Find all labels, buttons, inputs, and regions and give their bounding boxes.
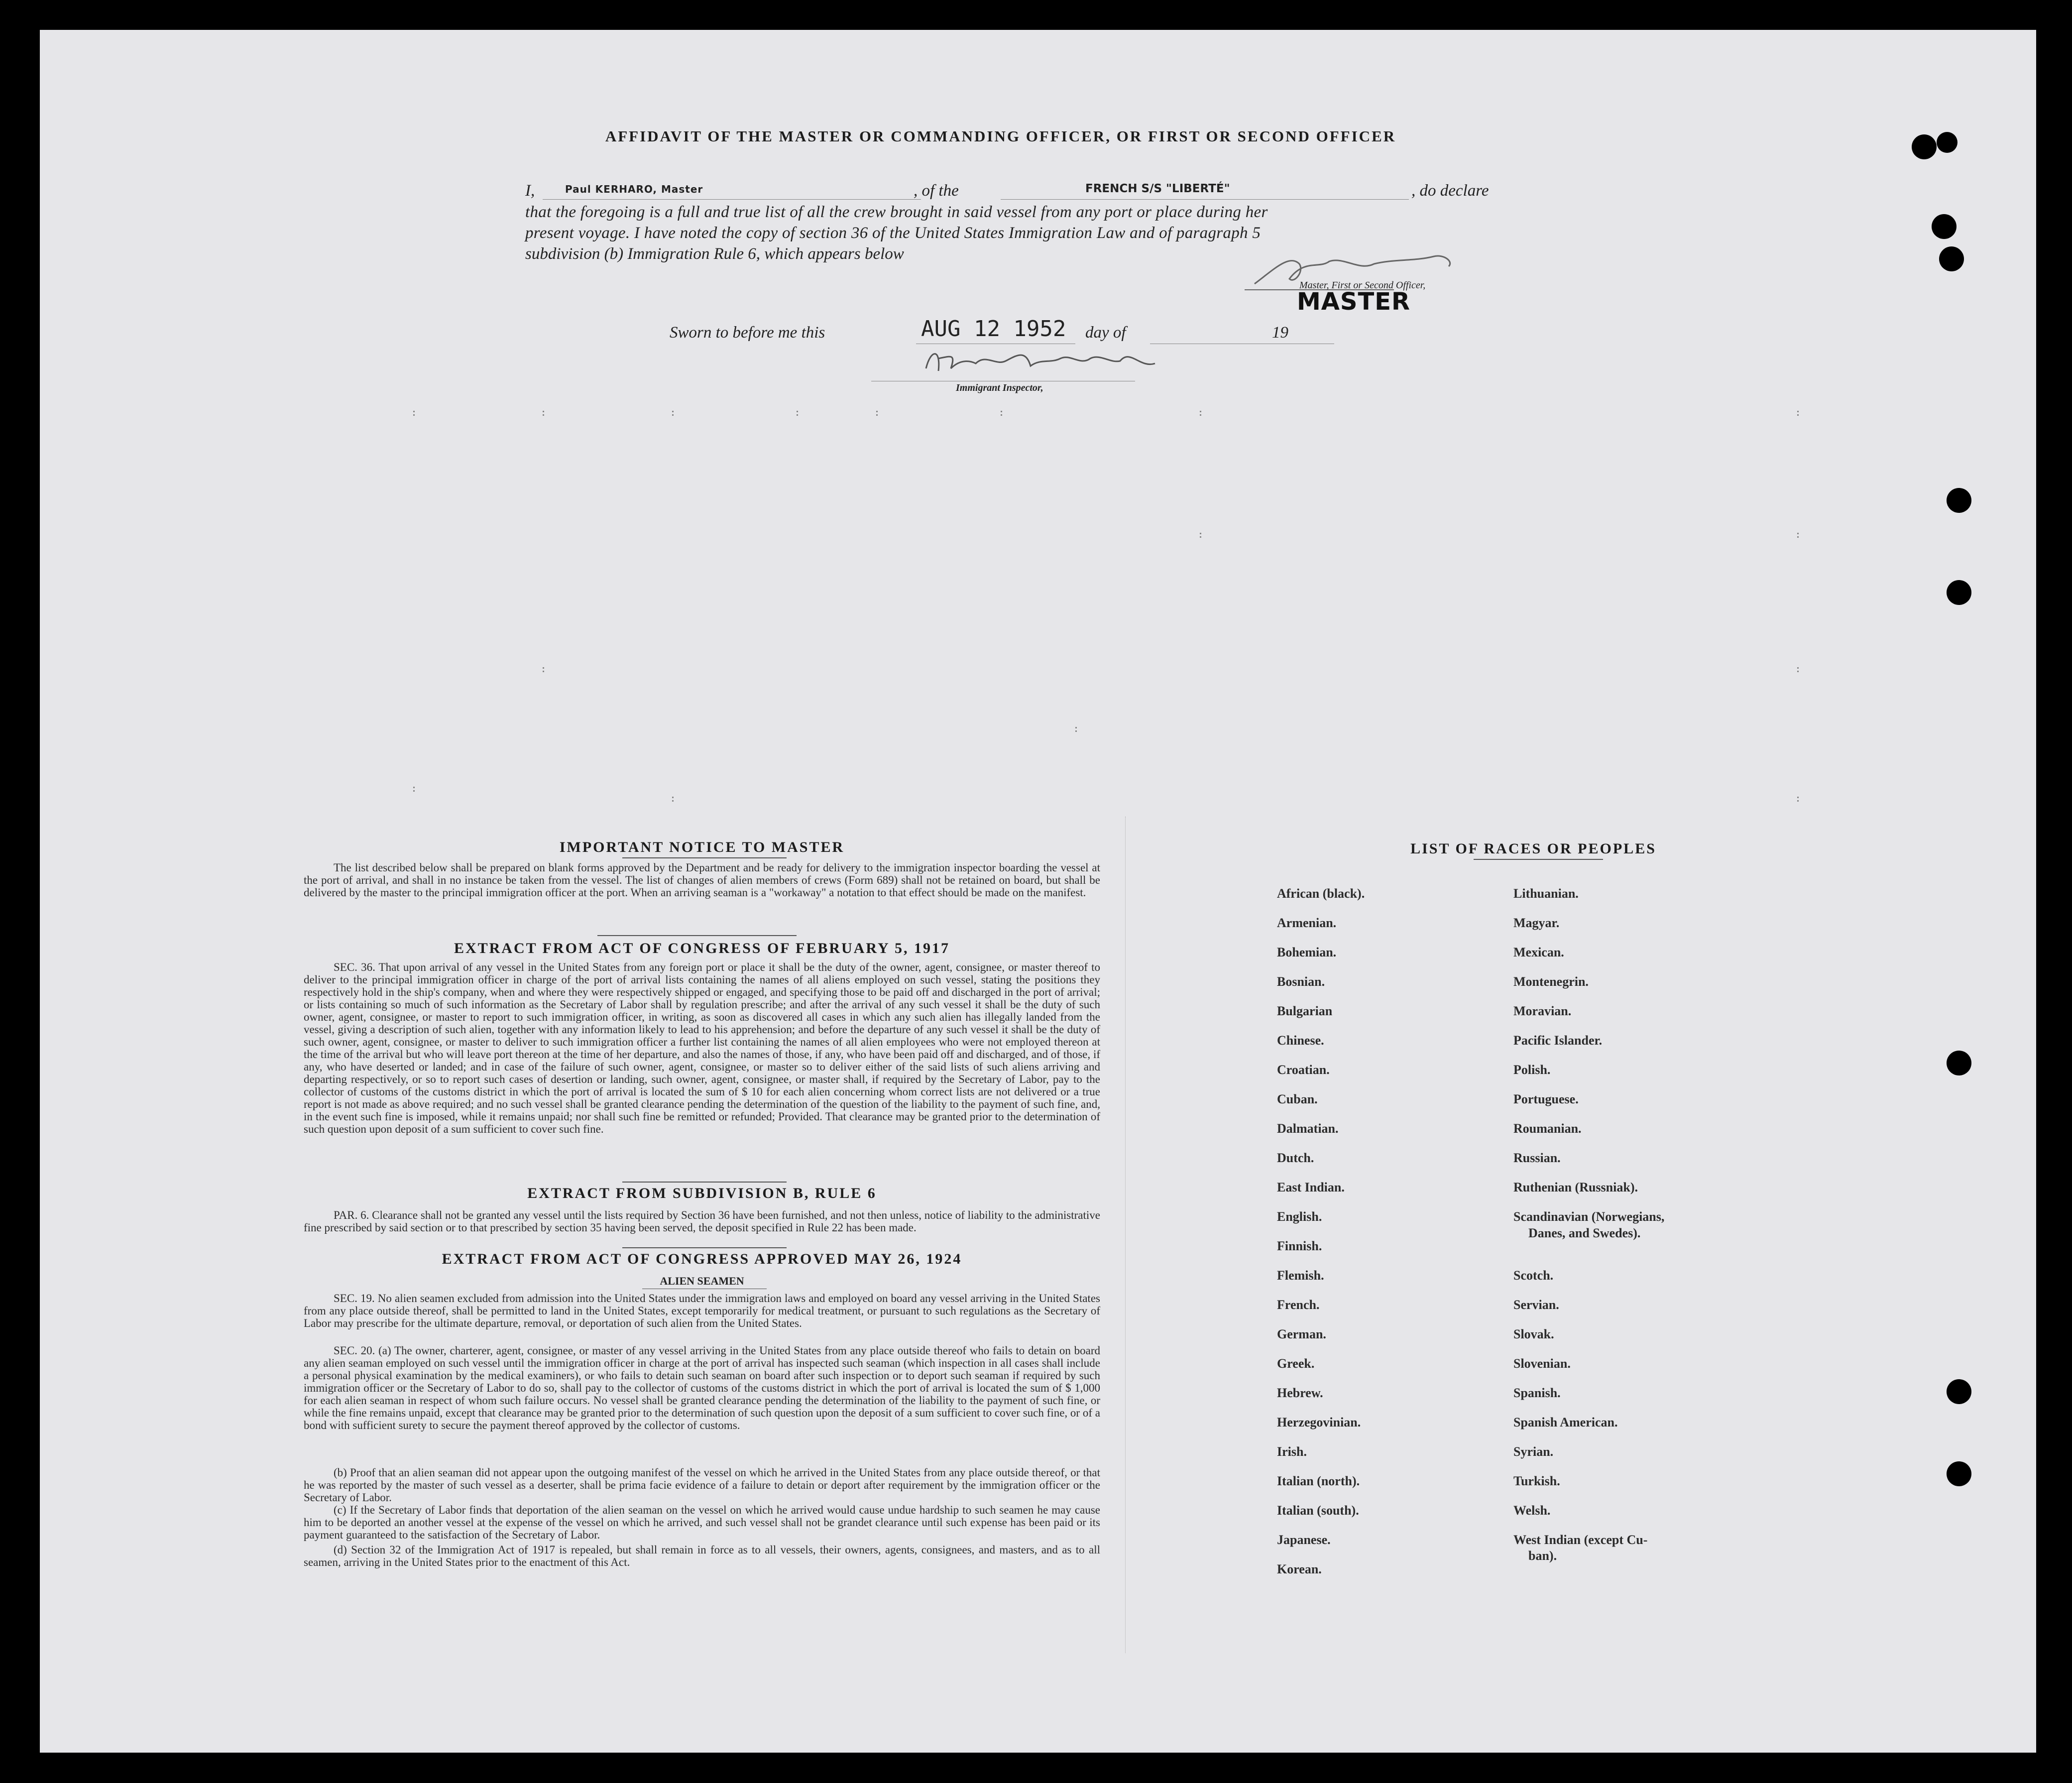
races-title: LIST OF RACES OR PEOPLES — [1410, 840, 1656, 857]
name-underline — [543, 199, 921, 200]
extract-rule6-title: EXTRACT FROM SUBDIVISION B, RULE 6 — [527, 1185, 877, 1201]
year-prefix: 19 — [1272, 324, 1288, 342]
punch-hole — [1912, 134, 1937, 159]
race-item: Slovenian. — [1513, 1356, 1571, 1371]
race-item: Hebrew. — [1277, 1386, 1323, 1400]
punch-hole — [1937, 132, 1957, 153]
punch-hole — [1939, 246, 1964, 271]
race-item: Scandinavian (Norwegians, — [1513, 1209, 1665, 1224]
race-item: Syrian. — [1513, 1444, 1554, 1459]
sworn-date-stamp: AUG 12 1952 — [921, 316, 1066, 342]
race-item: Servian. — [1513, 1298, 1559, 1312]
race-item: English. — [1277, 1209, 1322, 1224]
inspector-signature — [921, 344, 1170, 383]
punch-hole — [1947, 1461, 1971, 1486]
race-item: Magyar. — [1513, 916, 1560, 930]
race-item: Flemish. — [1277, 1268, 1324, 1283]
race-item: Armenian. — [1277, 916, 1337, 930]
race-item: Danes, and Swedes). — [1528, 1226, 1641, 1240]
race-item: Bohemian. — [1277, 945, 1337, 959]
rule-6-rule-top — [622, 1182, 787, 1183]
of-the-text: , of the — [914, 182, 959, 200]
affidavit-line-2: that the foregoing is a full and true list of all the crew brought in said vessel from any port or place during her — [525, 203, 1268, 221]
race-item: Dutch. — [1277, 1151, 1314, 1165]
race-item: Dalmatian. — [1277, 1121, 1339, 1136]
extract-1924-sec19: SEC. 19. No alien seamen excluded from admission into the United States under the immigration laws and employed on board any vessel arriving in the United States from any place outside thereof, shall be permitted to land in the United States, except temporarily for medical treatment, or pursuant to such regulations as the Secretary of Labor may prescribe for the ultimate departure, removal, or deportation of such alien from the United States. — [304, 1292, 1100, 1329]
race-item: Moravian. — [1513, 1004, 1572, 1018]
extract-1924-title: EXTRACT FROM ACT OF CONGRESS APPROVED MAY 26, 1924 — [442, 1251, 962, 1267]
notice-body: The list described below shall be prepared on blank forms approved by the Department and be ready for delivery to the immigration inspector boarding the vessel at the port of arrival, and shall in no instance be taken from the vessel. The list of changes of alien members of crews (Form 689) shall not be retained on board, but shall be delivered by the master to the principal immigration officer at the port. When an arriving seaman is a "workaway" a notation to that effect should be made on the manifest. — [304, 861, 1100, 899]
race-item: Roumanian. — [1513, 1121, 1582, 1136]
vessel-underline — [1001, 199, 1409, 200]
notice-rule — [622, 857, 787, 858]
punch-hole — [1932, 214, 1957, 239]
affidavit-line-4: subdivision (b) Immigration Rule 6, which appears below — [525, 245, 904, 263]
sworn-prefix: Sworn to before me this — [670, 324, 825, 342]
race-item: Cuban. — [1277, 1092, 1318, 1106]
extract-1924-sec20a: SEC. 20. (a) The owner, charterer, agent, consignee, or master of any vessel arriving in the United States from any place outside thereof who fails to detain on board any alien seaman employed on such vessel until the immigration officer in charge at the port of arrival has inspected such seaman (which inspection in all cases shall include a personal physical examination by the medical examiners), or who fails to detain such seaman on board after such inspection or to deport such seaman if required by such immigration officer or the Secretary of Labor to do so, shall pay to the collector of customs of the customs district in which the port of arrival is located the sum of $ 1,000 for each alien seaman in respect of whom such failure occurs. No vessel shall be granted clearance pending the determination of the liability to the payment of such fine, or while the fine remains unpaid, except that clearance may be granted prior to the determination of such question upon the deposit of a sum sufficient to cover such fine, or of a bond with sufficient surety to secure the payment thereof approved by the collector of customs. — [304, 1344, 1100, 1431]
race-item: Slovak. — [1513, 1327, 1554, 1341]
extract-1917-title: EXTRACT FROM ACT OF CONGRESS OF FEBRUARY 5, 1917 — [454, 940, 950, 956]
race-item: ban). — [1528, 1548, 1557, 1563]
races-rule — [1474, 859, 1603, 860]
race-item: Scotch. — [1513, 1268, 1554, 1283]
race-item: Mexican. — [1513, 945, 1564, 959]
extract-1917-rule-top — [597, 935, 797, 936]
race-item: Korean. — [1277, 1562, 1322, 1576]
do-declare-text: , do declare — [1411, 182, 1489, 200]
punch-hole — [1947, 1051, 1971, 1075]
day-of-text: day of — [1085, 324, 1126, 342]
affidavit-title: AFFIDAVIT OF THE MASTER OR COMMANDING OFFICER, OR FIRST OR SECOND OFFICER — [605, 127, 1396, 145]
race-item: Italian (south). — [1277, 1503, 1359, 1518]
race-item: East Indian. — [1277, 1180, 1345, 1194]
document-page — [40, 30, 2036, 1753]
race-item: Bulgarian — [1277, 1004, 1333, 1018]
race-item: French. — [1277, 1298, 1320, 1312]
race-item: Bosnian. — [1277, 974, 1325, 989]
notice-title: IMPORTANT NOTICE TO MASTER — [559, 839, 845, 855]
race-item: Pacific Islander. — [1513, 1033, 1603, 1048]
race-item: Polish. — [1513, 1063, 1551, 1077]
race-item: Ruthenian (Russniak). — [1513, 1180, 1638, 1194]
extract-1924-sec20c: (c) If the Secretary of Labor finds that deportation of the alien seaman on the vessel on which he arrived would cause undue hardship to such seamen he may cause him to be deported an another vessel at the expense of the vessel on which he arrived, and such vessel shall not be grandet clearance until such expense has been paid or its payment guaranteed to the satisfaction of the Secretary of Labor. — [304, 1504, 1100, 1541]
race-item: Spanish. — [1513, 1386, 1561, 1400]
inspector-caption: Immigrant Inspector, — [956, 382, 1043, 393]
race-item: Croatian. — [1277, 1063, 1330, 1077]
race-item: Finnish. — [1277, 1239, 1322, 1253]
extract-1917-body: SEC. 36. That upon arrival of any vessel in the United States from any foreign port or place it shall be the duty of the owner, agent, consignee, or master thereof to deliver to the principal immigration officer in charge of the port of arrival lists containing the names of all aliens employed on such vessel, stating the positions they respectively hold in the ship's company, when and where they were respectively shipped or engaged, and specifying those to be paid off and discharged in the port of arrival; or lists containing so much of such information as the Secretary of Labor shall by regulation prescribe; and after the arrival of any such vessel it shall be the duty of such owner, agent, consignee, or master to report to such immigration officer, in writing, as soon as discovered all cases in which any such alien has illegally landed from the vessel, giving a description of such alien, together with any information likely to lead to his apprehension; and before the departure of any such vessel it shall be the duty of such owner, agent, consignee, or master to deliver to such immigration officer a further list containing the names of all alien employees who were not employed thereon at the time of the arrival but who will leave port thereon at the time of her departure, and also the names of those, if any, who have been paid off and discharged, and of those, if any, who have deserted or landed; and in case of the failure of such owner, agent, consignee, or master so to deliver either of the said lists of such aliens arriving and departing respectively, or so to report such cases of desertion or landing, such owner, agent, consignee, or master shall, if required by the Secretary of Labor, pay to the collector of customs of the customs district in which the port of arrival is located the sum of $ 10 for each alien concerning whom correct lists are not delivered or a true report is not made as above required; and no such vessel shall be granted clearance pending the determination of the question of the liability to the payment of such fine, and, in the event such fine is imposed, while it remains unpaid; nor shall such fine be remitted or refunded; Provided. That clearance may be granted prior to the determination of such question upon deposit of a sum sufficient to cover such fine. — [304, 961, 1100, 1135]
extract-rule6-body: PAR. 6. Clearance shall not be granted any vessel until the lists required by Section 36 have been furnished, and not then unless, notice of liability to the administrative fine prescribed by said section or to that prescribed by section 35 having been served, the deposit specified in Rule 22 has been made. — [304, 1209, 1100, 1234]
race-item: Lithuanian. — [1513, 886, 1579, 901]
race-item: German. — [1277, 1327, 1326, 1341]
affidavit-line-3: present voyage. I have noted the copy of section 36 of the United States Immigration Law and of paragraph 5 — [525, 224, 1261, 242]
race-item: Japanese. — [1277, 1533, 1331, 1547]
extract-1924-rule-top — [622, 1247, 787, 1248]
column-divider — [1125, 817, 1126, 1653]
punch-hole — [1947, 580, 1971, 605]
punch-hole — [1947, 488, 1971, 513]
race-item: Montenegrin. — [1513, 974, 1589, 989]
race-item: Spanish American. — [1513, 1415, 1618, 1429]
race-item: Welsh. — [1513, 1503, 1551, 1518]
race-item: Russian. — [1513, 1151, 1561, 1165]
master-stamp: MASTER — [1297, 288, 1410, 316]
race-item: Italian (north). — [1277, 1474, 1360, 1488]
race-item: Portuguese. — [1513, 1092, 1579, 1106]
race-item: West Indian (except Cu- — [1513, 1533, 1648, 1547]
race-item: Turkish. — [1513, 1474, 1560, 1488]
race-item: African (black). — [1277, 886, 1365, 901]
extract-1924-sec20b: (b) Proof that an alien seaman did not appear upon the outgoing manifest of the vessel on which he arrived in the United States from any place outside thereof, or that he was reported by the master of such vessel as a deserter, shall be prima facie evidence of a failure to detain or deport after requirement by the immigration officer or the Secretary of Labor. — [304, 1466, 1100, 1504]
race-item: Irish. — [1277, 1444, 1307, 1459]
alien-seamen-subtitle: ALIEN SEAMEN — [660, 1275, 744, 1287]
officer-caption: Master, First or Second Officer, — [1299, 280, 1426, 291]
master-name: Paul KERHARO, Master — [565, 183, 703, 195]
race-item: Chinese. — [1277, 1033, 1324, 1048]
declare-i: I, — [525, 182, 535, 200]
race-item: Greek. — [1277, 1356, 1315, 1371]
punch-hole — [1947, 1379, 1971, 1404]
extract-1924-sec20d: (d) Section 32 of the Immigration Act of 1917 is repealed, but shall remain in force as to all vessels, their owners, agents, consignees, and masters, and as to all seamen, arriving in the United States prior to the enactment of this Act. — [304, 1544, 1100, 1568]
vessel-name: FRENCH S/S "LIBERTÉ" — [1085, 182, 1230, 195]
race-item: Herzegovinian. — [1277, 1415, 1361, 1429]
